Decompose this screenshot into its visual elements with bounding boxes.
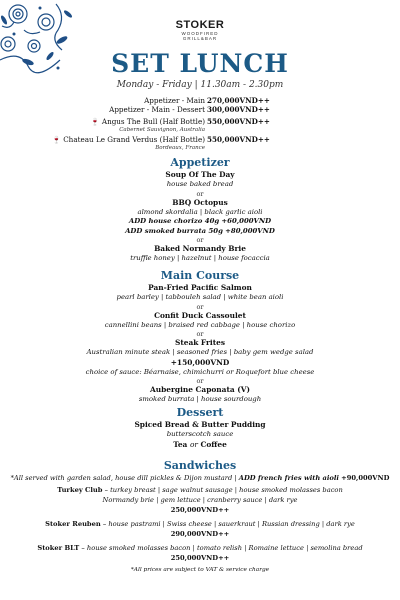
section-heading-appetizer: Appetizer (170, 156, 230, 169)
dessert-section (0, 405, 400, 450)
menu-item-price: +150,000VND (170, 357, 230, 367)
or-separator: or (196, 302, 204, 311)
menu-item-desc: almond skordalia | black garlic aioli (137, 207, 263, 216)
menu-item-desc: smoked burrata | house sourdough (138, 395, 262, 403)
sandwich-blt (0, 543, 400, 553)
wine-glass-icon: 🍷 (52, 136, 61, 144)
menu-item-name: Aubergine Caponata (V) (150, 385, 250, 394)
menu-item-name: Soup Of The Day (165, 170, 235, 179)
brand-logo (0, 20, 400, 41)
or-separator: or (189, 439, 198, 449)
wine-note: Cabernet Sauvignon, Australia (119, 127, 205, 133)
addon-price: +60,000VND (221, 217, 272, 225)
menu-item-desc: house baked bread (166, 180, 234, 188)
sandwich-price: 250,000VND++ (170, 506, 230, 514)
set-price-row-2 (0, 105, 400, 115)
menu-item-addon (0, 227, 400, 237)
section-heading-sandwiches: Sandwiches (163, 459, 237, 472)
tea-label: Tea (173, 439, 188, 449)
sandwich-name: Stoker BLT (37, 544, 80, 552)
menu-item-name: Steak Frites (174, 338, 226, 347)
main-course-section (0, 268, 400, 405)
wine-note: Bordeaux, France (155, 145, 205, 151)
brand-sub-woodfired: WOODFIRED (181, 31, 219, 36)
menu-item-name: Baked Normandy Brie (154, 244, 246, 253)
coffee-label: Coffee (200, 439, 227, 449)
wine-glass-icon: 🍷 (90, 118, 100, 126)
sandwich-desc: – house smoked molasses bacon | tomato relish | Romaine lettuce | semolina bread (81, 544, 363, 552)
menu-item-desc: butterscotch sauce (166, 430, 234, 438)
schedule: Monday - Friday | 11.30am - 2.30pm (116, 80, 284, 90)
menu-item-name: Confit Duck Cassoulet (154, 310, 246, 320)
menu-item-name: BBQ Octopus (172, 197, 228, 207)
menu-item-sauce: choice of sauce: Béarnaise, chimichurri or Roquefort blue cheese (85, 367, 315, 376)
addon-text: ADD house chorizo 40g (128, 217, 220, 225)
wine-note-row-1 (0, 126, 400, 134)
menu-item-name: Pan-Fried Pacific Salmon (148, 283, 252, 292)
wine-price: 550,000VND++ (207, 117, 270, 126)
sandwich-desc: – house pastrami | Swiss cheese | sauerkraut | Russian dressing | dark rye (102, 520, 355, 528)
menu-item-name: Spiced Bread & Butter Pudding (134, 420, 266, 429)
sandwich-desc: – turkey breast | sage walnut sausage | house smoked molasses bacon (104, 486, 343, 494)
menu-item-desc: Australian minute steak | seasoned fries | baby gem wedge salad (86, 348, 314, 356)
tea-or-coffee (0, 440, 400, 450)
intro-text: *All served with garden salad, house dill pickles & Dijon mustard | (10, 474, 237, 482)
menu-item-desc: cannellini beans | braised red cabbage | house chorizo (104, 320, 296, 329)
sandwich-desc: Normandy brie | gem lettuce | cranberry sauce | dark rye (102, 496, 298, 504)
wine-price: 550,000VND++ (207, 135, 270, 144)
addon-price: +80,000VND (225, 226, 275, 235)
wine-name: Angus The Bull (Half Bottle) (101, 117, 205, 126)
brand-sub-grill: GRILL&BAR (182, 36, 218, 41)
or-separator: or (196, 236, 204, 244)
set-price-label: Appetizer - Main - Dessert (109, 105, 205, 114)
set-price-value: 270,000VND++ (207, 96, 270, 105)
brand-name: STOKER (175, 19, 225, 31)
set-price-value: 300,000VND++ (207, 105, 270, 114)
wine-name: Chateau Le Grand Verdus (Half Bottle) (63, 135, 205, 144)
addon-text: ADD smoked burrata 50g (125, 226, 223, 235)
sandwiches-section (0, 458, 400, 575)
intro-add: ADD french fries with aioli (238, 474, 339, 482)
or-separator: or (196, 189, 204, 198)
section-heading-dessert: Dessert (176, 406, 224, 419)
menu-item-desc: pearl barley | tabbouleh salad | white bean aioli (116, 293, 284, 301)
sandwich-turkey (0, 485, 400, 495)
intro-price: +90,000VND (341, 474, 390, 482)
wine-note-row-2 (0, 144, 400, 152)
section-heading-main: Main Course (160, 269, 240, 282)
menu-item-addon (0, 217, 400, 227)
sandwich-reuben (0, 519, 400, 529)
or-separator: or (196, 377, 204, 385)
set-price-label: Appetizer - Main (144, 96, 205, 105)
or-separator: or (196, 330, 204, 338)
appetizer-section (0, 155, 400, 264)
page-title: SET LUNCH (111, 49, 289, 78)
sandwich-name: Turkey Club (57, 486, 103, 494)
sandwich-price: 290,000VND++ (170, 530, 230, 538)
sandwich-name: Stoker Reuben (45, 520, 101, 528)
menu-item-desc: truffle honey | hazelnut | house focaccia (130, 254, 270, 262)
footnote: *All prices are subject to VAT & service charge (130, 567, 270, 573)
sandwich-price: 250,000VND++ (170, 554, 230, 562)
sandwich-intro (0, 473, 400, 483)
